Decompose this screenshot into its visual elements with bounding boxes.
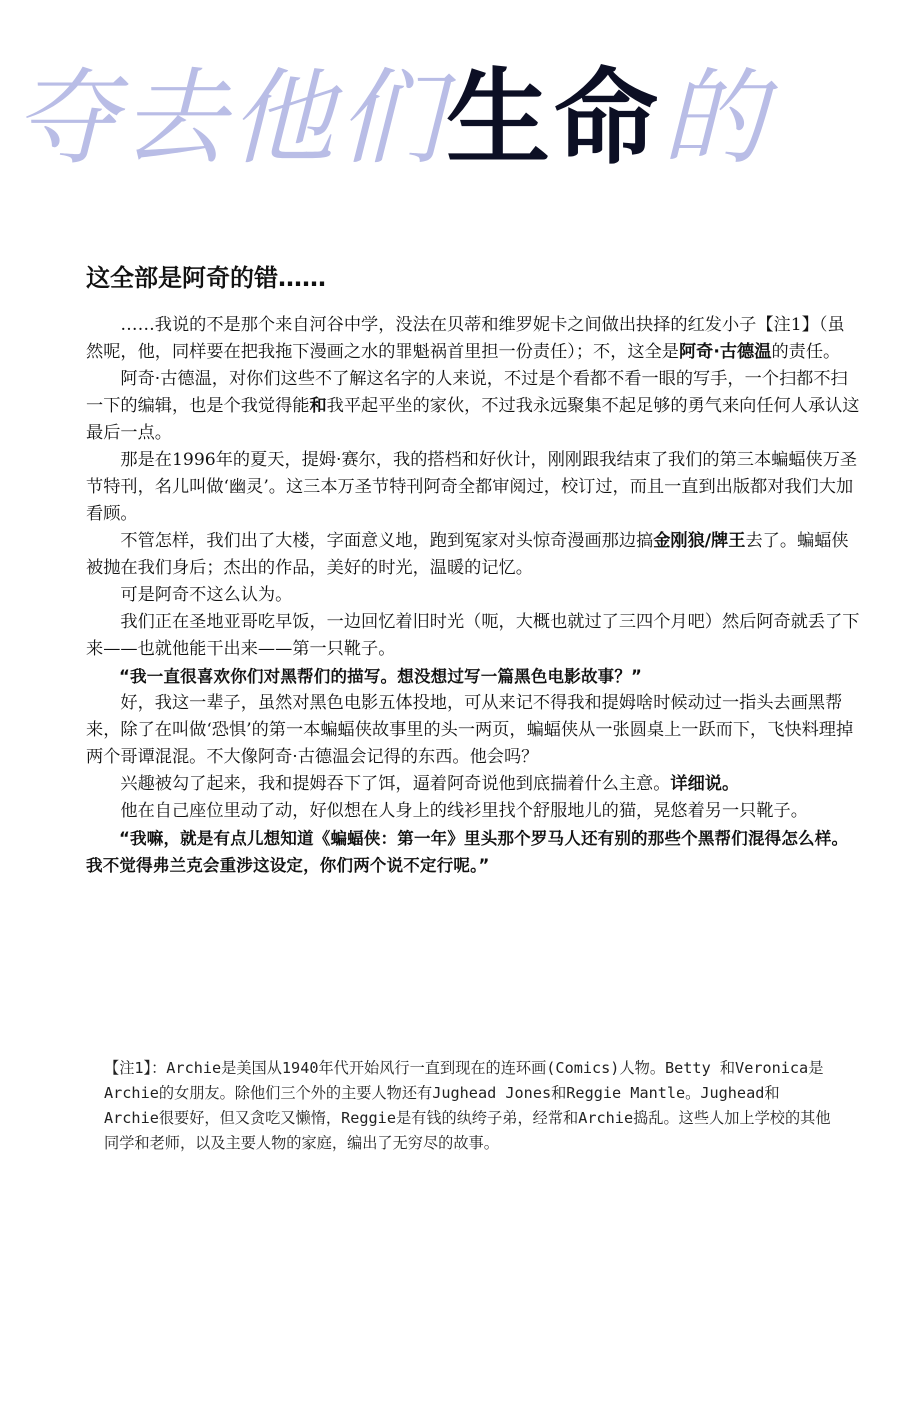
footnote-text: 【注1】：Archie是美国从1940年代开始风行一直到现在的连环画(Comics)人物。Betty 和Veronica是Archie的女朋友。除他们三个外的主要人物还有Jughead Jones和Reggie Mantle。Jughead和Archie很要好，但又贪吃又懒惰，Reggie是有钱的纨绔子弟，经常和Archie捣乱。这些人加上学校的其他同学和老师，以及主要人物的家庭，编出了无穷尽的故事。 (104, 1059, 831, 1152)
article-body (86, 312, 860, 879)
highlight-phrase: 详细说。 (670, 774, 740, 794)
quote-2: “我嘛，就是有点儿想知道《蝙蝠侠：第一年》里头那个罗马人还有别的那些个黑帮们混得怎么样。我不觉得弗兰克会重涉这设定，你们两个说不定行呢。” (86, 829, 849, 875)
paragraph-text: 阿奇·古德温，对你们这些不了解这名字的人来说，不过是个看都不看一眼的写手，一个扫都不扫一下的编辑，也是个我觉得能 (86, 369, 848, 416)
paragraph-4 (86, 528, 860, 582)
banner-text-faint: 夺去他们 (14, 57, 447, 179)
paragraph-9: 他在自己座位里动了动，好似想在人身上的线衫里找个舒服地儿的猫，晃悠着另一只靴子。 (120, 801, 808, 821)
highlight-word: 和 (309, 396, 327, 416)
paragraph-7: 好，我这一辈子，虽然对黑色电影五体投地，可从来记不得我和提姆啥时候动过一指头去画黑帮来，除了在叫做‘恐惧’的第一本蝙蝠侠故事里的头一两页，蝙蝠侠从一张圆桌上一跃而下，飞快料理掉两个哥谭混混。不大像阿奇·古德温会记得的东西。他会吗？ (86, 693, 854, 767)
paragraph-2 (86, 366, 860, 447)
paragraph-6: 我们正在圣地亚哥吃早饭，一边回忆着旧时光（呃，大概也就过了三四个月吧）然后阿奇就丢了下来——也就他能干出来——第一只靴子。 (86, 612, 860, 659)
banner-text-faint-end: 的 (662, 57, 771, 179)
section-heading: 这全部是阿奇的错…… (86, 264, 326, 292)
footnote (104, 1056, 834, 1156)
highlight-name: 阿奇·古德温 (678, 342, 772, 362)
paragraph-8 (86, 771, 860, 798)
paragraph-3: 那是在1996年的夏天，提姆·赛尔，我的搭档和好伙计，刚刚跟我结束了我们的第三本蝙蝠侠万圣节特刊，名儿叫做‘幽灵’。这三本万圣节特刊阿奇全都审阅过，校订过，而且一直到出版都对我们大加看顾。 (86, 450, 858, 524)
paragraph-text: 去了。蝙蝠侠被抛在我们身后；杰出的作品，美好的时光，温暖的记忆。 (86, 531, 849, 578)
highlight-title: 金刚狼/牌王 (653, 531, 746, 551)
paragraph-text: 我平起平坐的家伙，不过我永远聚集不起足够的勇气来向任何人承认这最后一点。 (86, 396, 860, 443)
paragraph-text: ……我说的不是那个来自河谷中学，没法在贝蒂和维罗妮卡之间做出抉择的红发小子【注1】（虽然呢，他，同样要在把我拖下漫画之水的罪魁祸首里担一份责任）；不，这全是 (86, 315, 845, 362)
title-banner (14, 58, 904, 178)
paragraph-text: 不管怎样，我们出了大楼，字面意义地，跑到冤家对头惊奇漫画那边搞 (120, 531, 654, 551)
paragraph-text: 的责任。 (771, 342, 841, 362)
banner-text-bold: 生命 (446, 57, 663, 179)
quote-1: “我一直很喜欢你们对黑帮们的描写。想没想过写一篇黑色电影故事？” (119, 667, 643, 686)
paragraph-text: 兴趣被勾了起来，我和提姆吞下了饵，逼着阿奇说他到底揣着什么主意。 (120, 774, 671, 794)
paragraph-5: 可是阿奇不这么认为。 (120, 585, 293, 605)
paragraph-1 (86, 312, 860, 366)
